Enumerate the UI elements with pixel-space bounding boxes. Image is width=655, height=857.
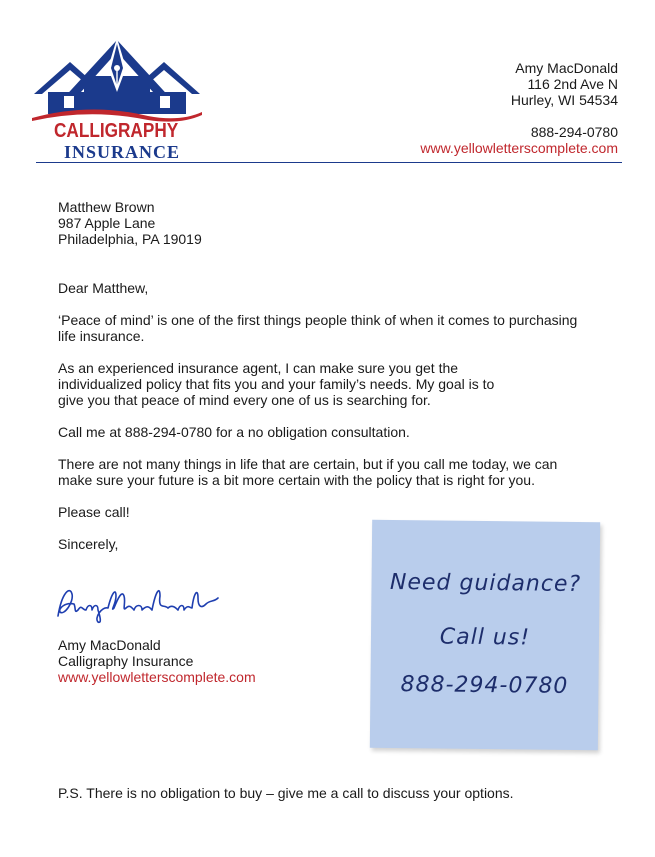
closing-block — [58, 637, 256, 685]
paragraph-2: As an experienced insurance agent, I can make sure you get the individualized policy that fits you and your family’s needs. My goal is to give you that peace of mind every one of us is searching for. — [58, 360, 495, 408]
sticky-note-line-3: 888-294-0780 — [400, 672, 569, 699]
paragraph-4: There are not many things in life that are certain, but if you call me today, we can make sure your future is a bit more certain with the policy that is right for you. — [58, 456, 558, 488]
sender-address — [420, 60, 618, 156]
paragraph-1: ‘Peace of mind’ is one of the first things people think of when it comes to purchasing life insurance. — [58, 312, 578, 344]
sender-city: Hurley, WI 54534 — [510, 92, 618, 108]
header-divider — [36, 162, 622, 163]
sticky-note-line-1: Need guidance? — [389, 570, 582, 598]
recipient-name: Matthew Brown — [58, 199, 155, 215]
sticky-note — [370, 520, 600, 750]
closing-company: Calligraphy Insurance — [58, 653, 194, 669]
salutation: Dear Matthew, — [58, 280, 149, 296]
sender-phone: 888-294-0780 — [530, 124, 618, 140]
recipient-city: Philadelphia, PA 19019 — [58, 231, 202, 247]
paragraph-5: Please call! — [58, 504, 130, 520]
closing-website-link[interactable]: www.yellowletterscomplete.com — [58, 669, 256, 685]
sticky-note-line-2: Call us! — [439, 624, 531, 651]
brand-name-insurance: INSURANCE — [64, 142, 181, 162]
sender-website-link[interactable]: www.yellowletterscomplete.com — [420, 140, 618, 156]
sender-street: 116 2nd Ave N — [527, 76, 618, 92]
company-logo — [30, 32, 205, 164]
brand-name-calligraphy: CALLIGRAPHY — [54, 120, 179, 142]
postscript: P.S. There is no obligation to buy – give me a call to discuss your options. — [58, 785, 514, 801]
paragraph-3: Call me at 888-294-0780 for a no obligation consultation. — [58, 424, 410, 440]
sign-off: Sincerely, — [58, 536, 119, 552]
recipient-street: 987 Apple Lane — [58, 215, 156, 231]
handwritten-signature — [52, 582, 222, 626]
sender-name: Amy MacDonald — [515, 60, 618, 76]
recipient-address — [58, 199, 202, 247]
closing-name: Amy MacDonald — [58, 637, 161, 653]
house-pen-logo-icon — [30, 32, 205, 122]
